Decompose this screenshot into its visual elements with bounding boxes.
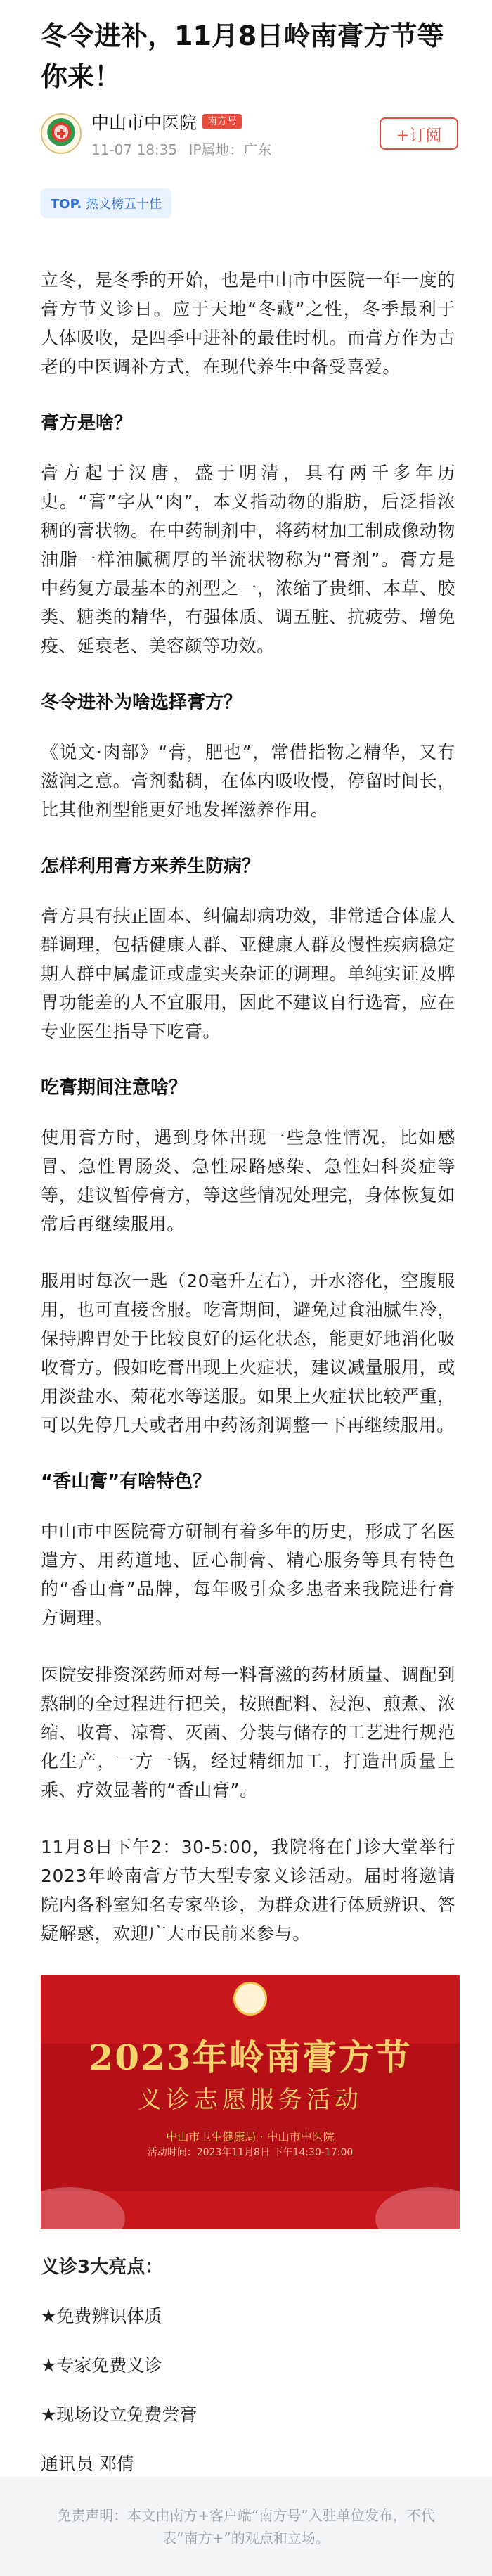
tag-prefix: TOP.: [51, 197, 82, 212]
paragraph: 《说文·肉部》“膏，肥也”，常借指物之精华，又有滋润之意。膏剂黏稠，在体内吸收慢，停留时间长，比其他剂型能更好地发挥滋养作用。: [41, 742, 455, 820]
poster-title: 2023年岭南膏方节: [89, 2037, 412, 2078]
highlight-item: ★免费辨识体质: [41, 2306, 162, 2326]
article-body: [0, 218, 492, 2478]
intro-paragraph: 立冬，是冬季的开始，也是中山市中医院一年一度的膏方节义诊日。应于天地“冬藏”之性，冬季最利于人体吸收，是四季中进补的最佳时机。而膏方作为古老的中医调补方式，在现代养生中备受喜爱。: [41, 270, 455, 377]
poster-subtitle: 义诊志愿服务活动: [138, 2086, 363, 2114]
poster-organizer: 中山市卫生健康局 · 中山市中医院: [166, 2130, 335, 2144]
ip-location: IP属地：广东: [188, 141, 272, 158]
author-name[interactable]: 中山市中医院: [91, 112, 198, 133]
hospital-logo-icon: [46, 118, 77, 149]
follow-button[interactable]: +订阅: [380, 117, 458, 150]
disclaimer-footer: [0, 2477, 492, 2576]
highlights-heading: 义诊3大亮点：: [41, 2257, 164, 2278]
section-heading: “香山膏”有啥特色？: [41, 1471, 212, 1492]
reporter-credit: 通讯员 邓倩: [41, 2454, 134, 2474]
poster-time: 活动时间：2023年11月8日 下午14:30-17:00: [147, 2147, 354, 2158]
paragraph: 医院安排资深药师对每一料膏滋的药材质量、调配到熬制的全过程进行把关，按照配料、浸泡、煎煮、浓缩、收膏、凉膏、灭菌、分装与储存的工艺进行规范化生产，一方一锅，经过精细加工，打造出质量上乘、疗效显著的“香山膏”。: [41, 1665, 455, 1800]
cloud-decoration-icon: [375, 2187, 460, 2229]
paragraph: 膏方起于汉唐，盛于明清，具有两千多年历史。“膏”字从“肉”，本义指动物的脂肪，后泛指浓稠的膏状物。在中药制剂中，将药材加工制成像动物油脂一样油腻稠厚的半流状物称为“膏剂”。膏方是中药复方最基本的剂型之一，浓缩了贵细、本草、胶类、糖类的精华，有强体质、调五脏、抗疲劳、增免疫、延衰老、美容颜等功效。: [41, 463, 455, 656]
publish-date: 11-07 18:35: [91, 141, 178, 158]
highlight-item: ★专家免费义诊: [41, 2355, 162, 2376]
paragraph: 膏方具有扶正固本、纠偏却病功效，非常适合体虚人群调理，包括健康人群、亚健康人群及慢性疾病稳定期人群中属虚证或虚实夹杂证的调理。单纯实证及脾胃功能差的人不宜服用，因此不建议自行选膏，应在专业医生指导下吃膏。: [41, 906, 455, 1042]
author-avatar[interactable]: [41, 113, 82, 154]
poster-logo-icon: [233, 1982, 267, 2016]
cloud-decoration-icon: [41, 2187, 125, 2229]
meta-line: [91, 139, 380, 159]
disclaimer-text: 免责声明：本文由南方+客户端“南方号”入驻单位发布，不代表“南方+”的观点和立场。: [57, 2506, 435, 2546]
author-meta: [91, 109, 380, 159]
red-cross-icon: [57, 129, 65, 138]
paragraph: 11月8日下午2：30-5:00，我院将在门诊大堂举行2023年岭南膏方节大型专家义诊活动。届时将邀请院内各科室知名专家坐诊，为群众进行体质辨识、答疑解惑，欢迎广大市民前来参与。: [41, 1837, 455, 1944]
tag-label: 热文榜五十佳: [86, 197, 162, 212]
hot-list-tag[interactable]: [41, 188, 171, 218]
article-title: 冬令进补，11月8日岭南膏方节等你来！: [41, 20, 444, 92]
highlight-item: ★现场设立免费尝膏: [41, 2404, 198, 2425]
section-heading: 膏方是啥？: [41, 413, 133, 434]
paragraph: 中山市中医院膏方研制有着多年的历史，形成了名医遣方、用药道地、匠心制膏、精心服务等具有特色的“香山膏”品牌，每年吸引众多患者来我院进行膏方调理。: [41, 1521, 455, 1628]
author-line: [91, 109, 380, 134]
section-heading: 怎样利用膏方来养生防病？: [41, 856, 261, 877]
paragraph: 使用膏方时，遇到身体出现一些急性情况，比如感冒、急性胃肠炎、急性尿路感染、急性妇科炎症等等，建议暂停膏方，等这些情况处理完，身体恢复如常后再继续服用。: [41, 1127, 455, 1234]
author-row: [0, 97, 492, 160]
author-badge: 南方号: [202, 114, 242, 129]
section-heading: 冬令进补为啥选择膏方？: [41, 692, 242, 713]
paragraph: 服用时每次一匙（20毫升左右），开水溶化，空腹服用，也可直接含服。吃膏期间，避免过食油腻生冷，保持脾胃处于比较良好的运化状态，能更好地消化吸收膏方。假如吃膏出现上火症状，建议减量服用，或用淡盐水、菊花水等送服。如果上火症状比较严重，可以先停几天或者用中药汤剂调整一下再继续服用。: [41, 1271, 455, 1435]
event-poster-image[interactable]: [41, 1975, 460, 2229]
section-heading: 吃膏期间注意啥？: [41, 1077, 188, 1098]
